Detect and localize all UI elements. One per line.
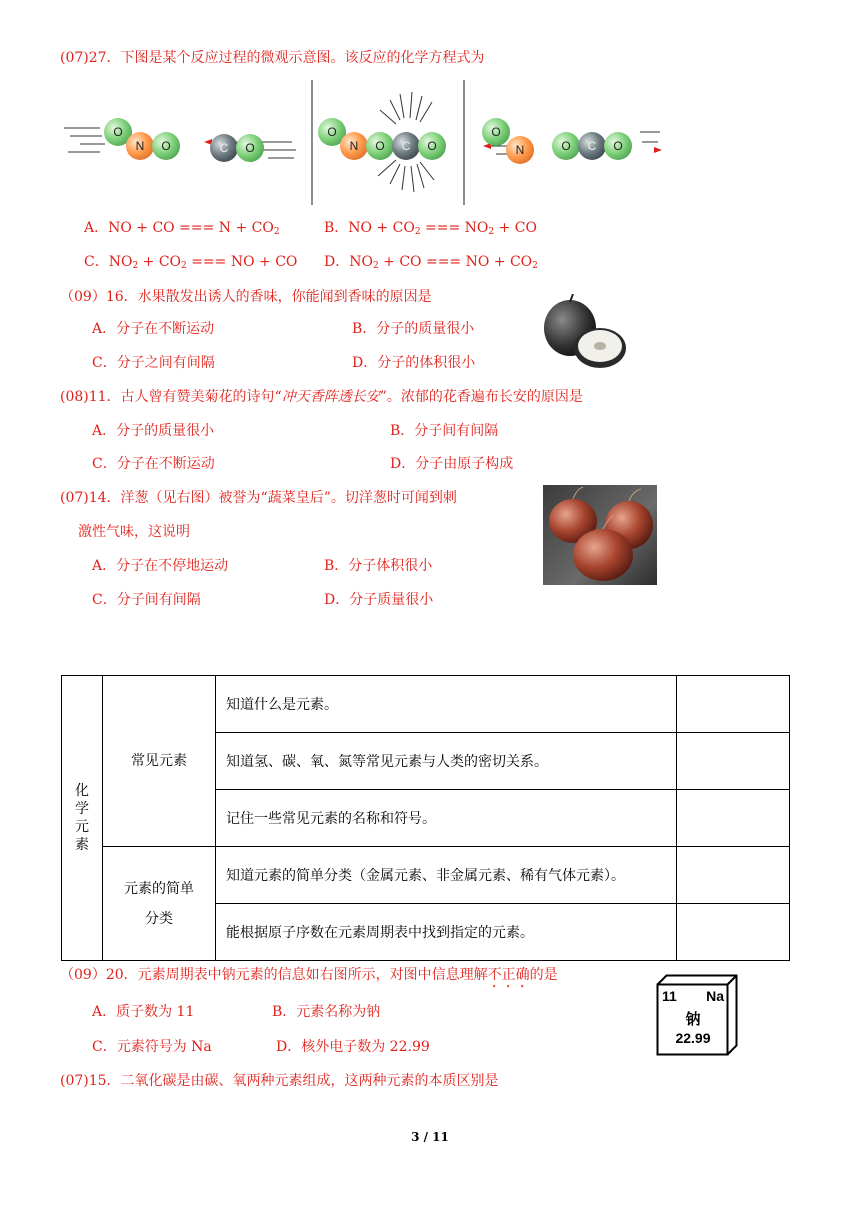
q5-stem: （09）20．元素周期表中钠元素的信息如右图所示，对图中信息理解不正确的是 (60, 967, 558, 983)
emphasis-text: 不正确 (487, 967, 530, 983)
reaction-diagram (60, 80, 665, 205)
table-group-classification: 元素的简单分类 (103, 847, 216, 961)
table-row: 知道氢、碳、氧、氮等常见元素与人类的密切关系。 (216, 733, 677, 790)
element-name: 钠 (685, 1010, 701, 1028)
atom-o: O (552, 132, 580, 160)
curriculum-table (61, 675, 790, 961)
q4-option-c: C．分子间有间隔 (92, 592, 201, 608)
atom-n: N (340, 132, 368, 160)
q4-stem-line2: 激性气味，这说明 (78, 524, 190, 540)
q5-option-b: B．元素名称为钠 (272, 1004, 381, 1020)
q6-stem: (07)15．二氧化碳是由碳、氧两种元素组成，这两种元素的本质区别是 (60, 1073, 499, 1089)
atom-o: O (104, 118, 132, 146)
atom-c: C (210, 134, 238, 162)
table-cell-empty (677, 676, 790, 733)
atom-o: O (236, 134, 264, 162)
q2-stem: （09）16．水果散发出诱人的香味，你能闻到香味的原因是 (60, 289, 432, 305)
atom-c: C (578, 132, 606, 160)
atomic-mass: 22.99 (675, 1030, 711, 1046)
q1-stem: (07)27．下图是某个反应过程的微观示意图。该反应的化学方程式为 (60, 50, 485, 66)
q1-option-c: C．$NO_2 + CO_2$ === NO + CO (84, 254, 298, 271)
atom-o: O (152, 132, 180, 160)
q5-option-d: D．核外电子数为 22.99 (276, 1039, 430, 1055)
q4-option-a: A．分子在不停地运动 (92, 558, 229, 574)
q3-option-d: D．分子由原子构成 (390, 456, 514, 472)
q2-option-c: C．分子之间有间隔 (92, 355, 215, 371)
q4-option-d: D．分子质量很小 (324, 592, 434, 608)
table-cell-empty (677, 733, 790, 790)
table-row: 知道元素的简单分类（金属元素、非金属元素、稀有气体元素）。 (216, 847, 677, 904)
table-cell-empty (677, 904, 790, 961)
q4-option-b: B．分子体积很小 (324, 558, 433, 574)
q5-option-a: A．质子数为 11 (92, 1004, 195, 1020)
element-symbol: Na (706, 988, 724, 1004)
atom-o: O (366, 132, 394, 160)
q4-stem-line1: (07)14．洋葱（见右图）被誉为“蔬菜皇后”。切洋葱时可闻到刺 (60, 490, 457, 506)
atomic-number: 11 (662, 988, 677, 1004)
table-group-common: 常见元素 (103, 676, 216, 847)
table-row: 能根据原子序数在元素周期表中找到指定的元素。 (216, 904, 677, 961)
q3-option-c: C．分子在不断运动 (92, 456, 215, 472)
apple-image (540, 294, 630, 374)
q2-option-a: A．分子在不断运动 (92, 321, 215, 337)
q5-option-c: C．元素符号为 Na (92, 1039, 212, 1055)
sodium-element-card (656, 974, 738, 1056)
q2-option-d: D．分子的体积很小 (352, 355, 476, 371)
atom-n: N (506, 136, 534, 164)
page-number: 3 / 11 (411, 1130, 449, 1144)
q3-option-b: B．分子间有间隔 (390, 423, 499, 439)
q1-option-d: D．$NO_2$ + CO === NO + $CO_2$ (324, 254, 538, 271)
q3-stem: (08)11．古人曾有赞美菊花的诗句“冲天香阵透长安”。浓郁的花香遍布长安的原因是 (60, 389, 583, 405)
table-row: 知道什么是元素。 (216, 676, 677, 733)
onion-image (543, 485, 657, 585)
q3-option-a: A．分子的质量很小 (92, 423, 215, 439)
atom-o: O (418, 132, 446, 160)
q2-option-b: B．分子的质量很小 (352, 321, 475, 337)
q1-option-a: A．NO + CO === $N + CO_2$ (84, 220, 280, 237)
table-cell-empty (677, 790, 790, 847)
q1-option-b: B．NO + $CO_2$ === $NO_2$ + CO (324, 220, 537, 237)
poem-text: 冲天香阵透长安 (281, 389, 380, 405)
table-category: 化学元素 (62, 676, 103, 961)
atom-o: O (318, 118, 346, 146)
atom-n: N (126, 132, 154, 160)
table-row: 记住一些常见元素的名称和符号。 (216, 790, 677, 847)
atom-c: C (392, 132, 420, 160)
atom-o: O (604, 132, 632, 160)
table-cell-empty (677, 847, 790, 904)
atom-o: O (482, 118, 510, 146)
